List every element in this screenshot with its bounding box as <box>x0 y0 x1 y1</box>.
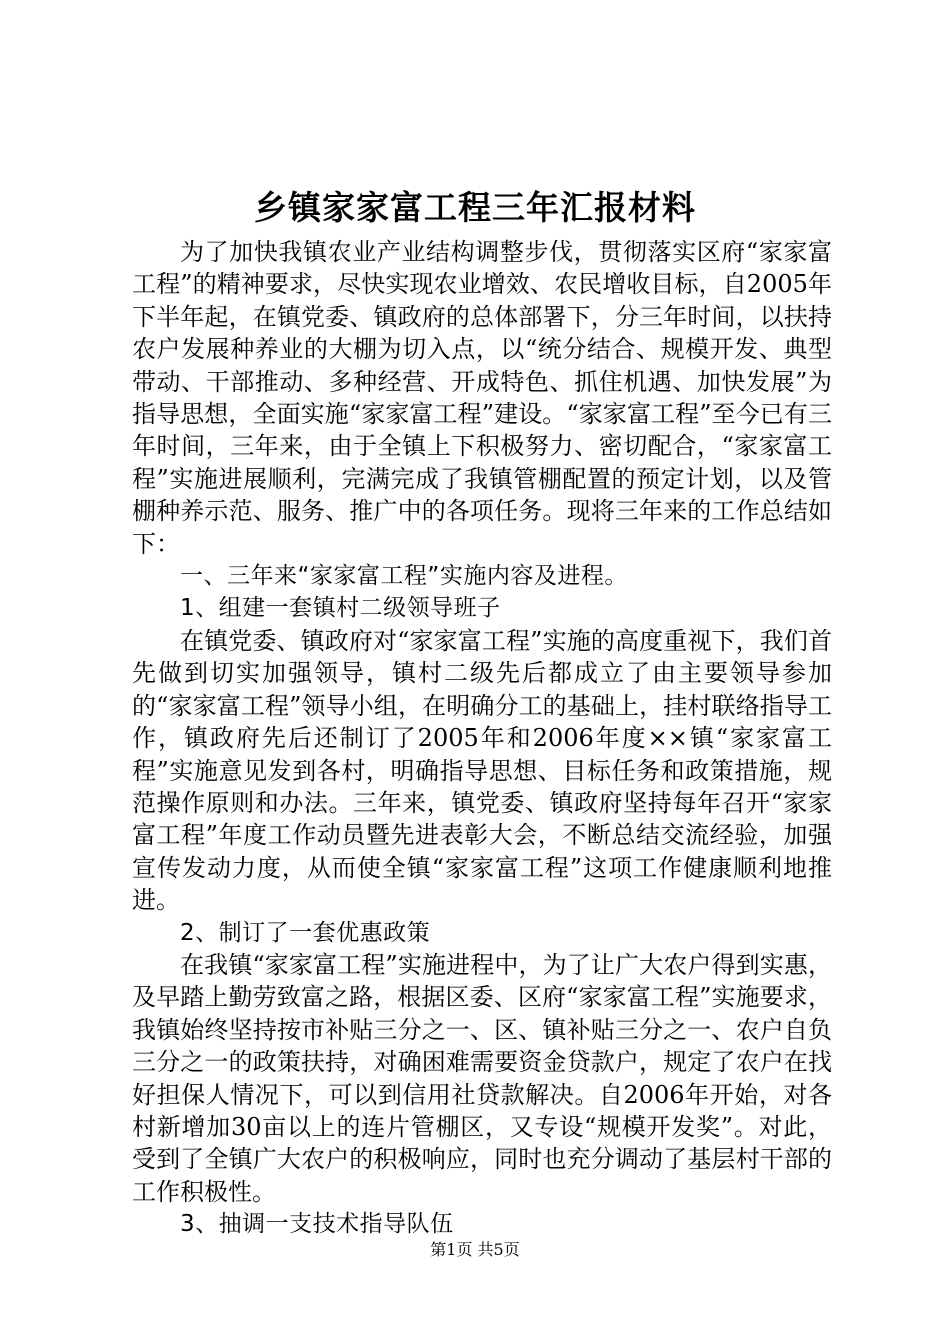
subsection-heading: 1、组建一套镇村二级领导班子 <box>180 595 501 622</box>
subsection-paragraph: 在我镇“家家富工程”实施进程中，为了让广大农户得到实惠，及早踏上勤劳致富之路，根据区委、区府“家家富工程”实施要求，我镇始终坚持按市补贴三分之一、区、镇补贴三分之一、农户自负三分之一的政策扶持，对确困难需要资金贷款户，规定了农户在找好担保人情况下，可以到信用社贷款解决。自2006年开始，对各村新增加30亩以上的连片管棚区，又专设“规模开发奖”。对此，受到了全镇广大农户的积极响应，同时也充分调动了基层村干部的工作积极性。 <box>132 950 832 1206</box>
document-body <box>132 236 832 1241</box>
page-title: 乡镇家家富工程三年汇报材料 <box>254 188 696 227</box>
subsection-heading: 3、抽调一支技术指导队伍 <box>180 1211 454 1238</box>
subsection-paragraph: 在镇党委、镇政府对“家家富工程”实施的高度重视下，我们首先做到切实加强领导，镇村二级先后都成立了由主要领导参加的“家家富工程”领导小组，在明确分工的基础上，挂村联络指导工作，镇政府先后还制订了2005年和2006年度××镇“家家富工程”实施意见发到各村，明确指导思想、目标任务和政策措施，规范操作原则和办法。三年来，镇党委、镇政府坚持每年召开“家家富工程”年度工作动员暨先进表彰大会，不断总结交流经验，加强宣传发动力度，从而使全镇“家家富工程”这项工作健康顺利地推进。 <box>132 626 832 915</box>
subsection-heading: 2、制订了一套优惠政策 <box>180 919 431 946</box>
section-heading: 一、三年来“家家富工程”实施内容及进程。 <box>180 563 628 590</box>
intro-paragraph: 为了加快我镇农业产业结构调整步伐，贯彻落实区府“家家富工程”的精神要求，尽快实现农业增效、农民增收目标，自2005年下半年起，在镇党委、镇政府的总体部署下，分三年时间，以扶持农户发展种养业的大棚为切入点，以“统分结合、规模开发、典型带动、干部推动、多种经营、开成特色、抓住机遇、加快发展”为指导思想，全面实施“家家富工程”建设。“家家富工程”至今已有三年时间，三年来，由于全镇上下积极努力、密切配合，“家家富工程”实施进展顺利，完满完成了我镇管棚配置的预定计划，以及管棚种养示范、服务、推广中的各项任务。现将三年来的工作总结如下： <box>132 238 832 558</box>
page-number: 第1页 共5页 <box>430 1240 520 1259</box>
